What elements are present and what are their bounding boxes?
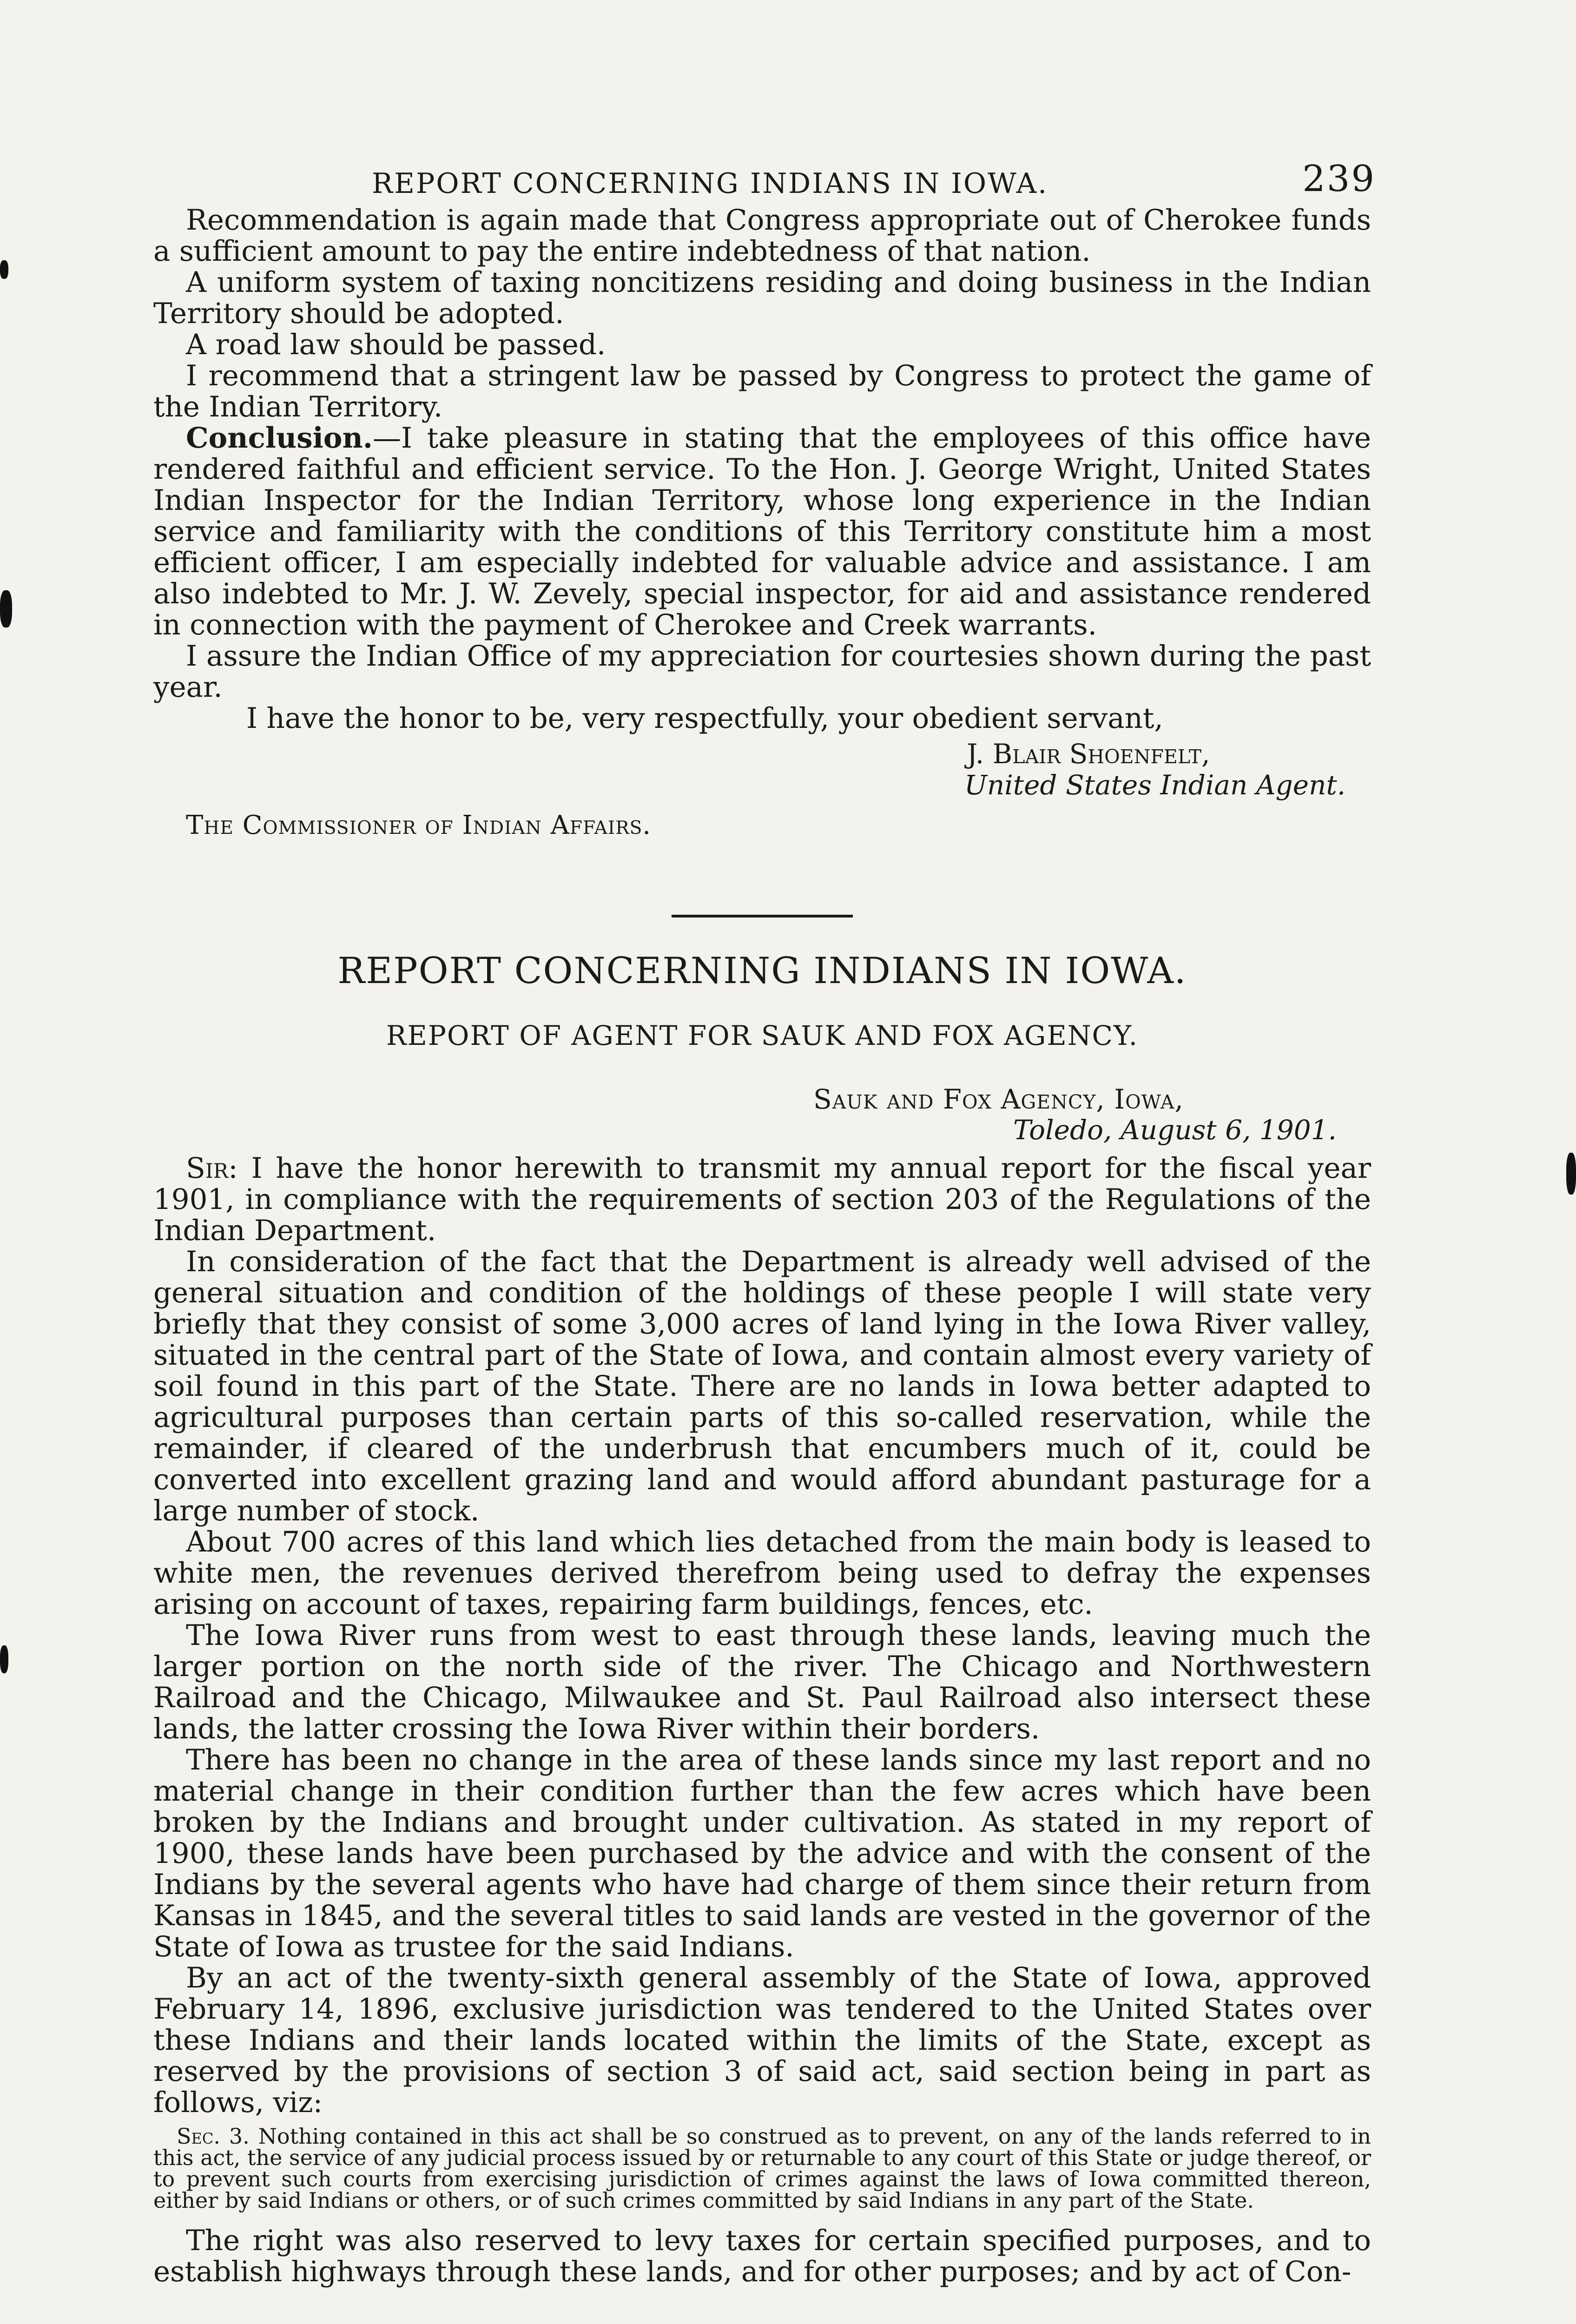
salutation: Sir:	[186, 1152, 238, 1185]
quoted-statute	[153, 2126, 1371, 2211]
signature-block	[153, 739, 1371, 801]
paragraph-lead: Conclusion.	[186, 422, 373, 455]
margin-scan-mark	[0, 260, 8, 279]
closing-line: I have the honor to be, very respectfully, your obedient servant,	[246, 702, 1163, 735]
margin-scan-mark	[1566, 1153, 1576, 1195]
section-divider	[672, 915, 853, 918]
report-subtitle: REPORT OF AGENT FOR SAUK AND FOX AGENCY.	[386, 1020, 1139, 1051]
paragraph: A uniform system of taxing noncitizens residing and doing business in the Indian Territory should be adopted.	[153, 266, 1371, 330]
paragraph: By an act of the twenty-sixth general assembly of the State of Iowa, approved February 14, 1896, exclusive jurisdiction was tendered to the United States over these Indians and their lands located within the limits of the State, except as reserved by the provisions of section 3 of said act, said section being in part as follows, viz:	[153, 1961, 1371, 2119]
paragraph: The Iowa River runs from west to east through these lands, leaving much the larger portion on the north side of the river. The Chicago and Northwestern Railroad and the Chicago, Milwaukee and St. Paul Railroad also intersect these lands, the latter crossing the Iowa River within their borders.	[153, 1619, 1371, 1745]
paragraph-text: I have the honor herewith to transmit my annual report for the fiscal year 1901, in compliance with the requirements of section 203 of the Regulations of the Indian Department.	[153, 1152, 1371, 1247]
paragraph: I recommend that a stringent law be passed by Congress to protect the game of the Indian Territory.	[153, 359, 1371, 423]
page-number: 239	[1302, 158, 1376, 200]
iowa-report	[153, 950, 1371, 2287]
document-page	[153, 153, 1376, 2288]
dateline	[153, 1084, 1371, 1145]
paragraph	[153, 423, 1371, 640]
paragraph: A road law should be passed.	[186, 328, 606, 361]
addressee: The Commissioner of Indian Affairs.	[186, 810, 652, 840]
statute-section: Sec. 3.	[177, 2124, 250, 2149]
margin-scan-mark	[0, 590, 12, 627]
signature-title: United States Indian Agent.	[964, 769, 1346, 801]
paragraph: In consideration of the fact that the Department is already well advised of the general situation and condition of the holdings of these people I will state very briefly that they consist of some 3,000 acres of land lying in the Iowa River valley, situated in the central part of the State of Iowa, and contain almost every variety of soil found in this part of the State. There are no lands in Iowa better adapted to agricultural purposes than certain parts of this so-called reservation, while the remainder, if cleared of the underbrush that encumbers much of it, could be converted into excellent grazing land and would afford abundant pasturage for a large number of stock.	[153, 1245, 1371, 1527]
running-header	[153, 153, 1376, 205]
dateline-agency: Sauk and Fox Agency, Iowa,	[813, 1083, 1184, 1115]
paragraph: There has been no change in the area of these lands since my last report and no material change in their condition further than the few acres which have been broken by the Indians and brought under cultivation. As stated in my report of 1900, these lands have been purchased by the advice and with the consent of the Indians by the several agents who have had charge of them since their return from Kansas in 1845, and the several titles to said lands are vested in the governor of the State of Iowa as trustee for the said Indians.	[153, 1743, 1371, 1963]
margin-scan-mark	[0, 1645, 8, 1673]
running-header-title: REPORT CONCERNING INDIANS IN IOWA.	[372, 167, 1048, 200]
paragraph: Recommendation is again made that Congress appropriate out of Cherokee funds a sufficient amount to pay the entire indebtedness of that nation.	[153, 204, 1371, 268]
report-title: REPORT CONCERNING INDIANS IN IOWA.	[337, 950, 1187, 992]
paragraph: I assure the Indian Office of my appreciation for courtesies shown during the past year.	[153, 640, 1371, 704]
paragraph: About 700 acres of this land which lies detached from the main body is leased to white men, the revenues derived therefrom being used to defray the expenses arising on account of taxes, repairing farm buildings, fences, etc.	[153, 1525, 1371, 1621]
paragraph	[153, 1153, 1371, 1246]
signature-name: J. Blair Shoenfelt,	[967, 738, 1210, 770]
paragraph-text: —I take pleasure in stating that the employees of this office have rendered faithful and efficient service. To the Hon. J. George Wright, United States Indian Inspector for the Indian Territory, whose long experience in the Indian service and familiarity with the conditions of this Territory constitute him a most efficient officer, I am especially indebted for valuable advice and assistance. I am also indebted to Mr. J. W. Zevely, special inspector, for aid and assistance rendered in connection with the payment of Cherokee and Creek warrants.	[153, 422, 1371, 641]
statute-text: Nothing contained in this act shall be so construed as to prevent, on any of the lands referred to in this act, the service of any judicial process issued by or returnable to any court of this State or judge thereof, or to prevent such courts from exercising jurisdiction of crimes against the laws of Iowa committed thereon, either by said Indians or others, or of such crimes committed by said Indians in any part of the State.	[153, 2124, 1371, 2213]
paragraph: The right was also reserved to levy taxes for certain specified purposes, and to establish highways through these lands, and for other purposes; and by act of Con-	[153, 2224, 1371, 2288]
cherokee-report-ending	[153, 205, 1371, 840]
dateline-date: Toledo, August 6, 1901.	[1013, 1114, 1337, 1146]
